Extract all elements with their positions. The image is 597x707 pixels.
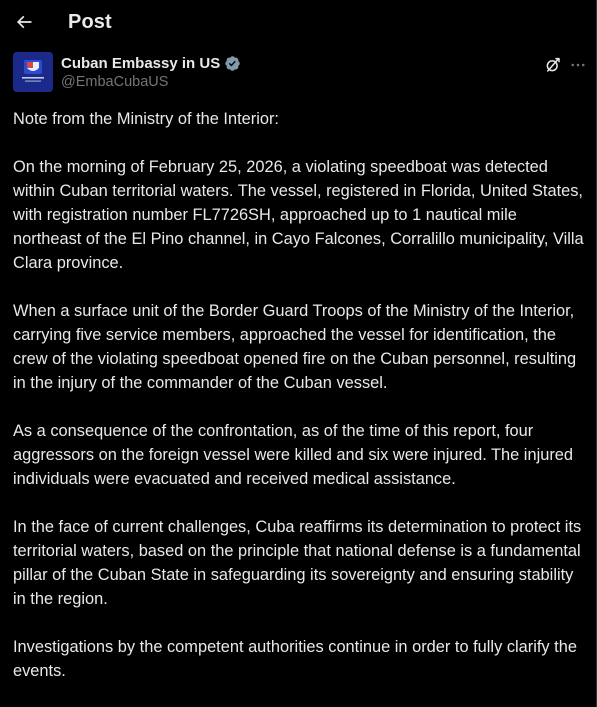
post-author-row: [13, 52, 585, 96]
verified-badge-icon: [224, 55, 241, 72]
post-paragraph: In the face of current challenges, Cuba reaffirms its determination to protect its territorial waters, based on the principle that national defense is a fundamental pillar of the Cuban State in safeguarding its sovereignty and ensuring stability in the region.: [13, 518, 582, 608]
grok-button[interactable]: [543, 55, 563, 75]
back-button[interactable]: [10, 8, 38, 36]
top-bar: [0, 0, 596, 46]
author-name-row: [61, 53, 241, 73]
grok-icon: [544, 56, 562, 74]
post-paragraph: Note from the Ministry of the Interior:: [13, 110, 279, 128]
avatar[interactable]: [13, 52, 53, 92]
arrow-left-icon: [14, 12, 34, 32]
post-paragraph: When a surface unit of the Border Guard Troops of the Ministry of the Interior, carrying five service members, approached the vessel for identification, the crew of the violating speedboat opened fire on the Cuban personnel, resulting in the injury of the commander of the Cuban vessel.: [13, 302, 577, 392]
author-handle[interactable]: @EmbaCubaUS: [61, 74, 169, 90]
post-text: [13, 107, 585, 683]
post-paragraph: Investigations by the competent authorities continue in order to fully clarify the events.: [13, 638, 577, 680]
page-title: Post: [68, 11, 112, 33]
post-paragraph: As a consequence of the confrontation, as of the time of this report, four aggressors on the foreign vessel were killed and six were injured. The injured individuals were evacuated and received medical assistance.: [13, 422, 574, 488]
author-name[interactable]: Cuban Embassy in US: [61, 54, 221, 72]
more-options-button[interactable]: [567, 55, 589, 75]
post-paragraph: On the morning of February 25, 2026, a violating speedboat was detected within Cuban territorial waters. The vessel, registered in Florida, United States, with registration number FL7726SH, approached up to 1 nautical mile northeast of the El Pino channel, in Cayo Falcones, Corralillo municipality, Villa Clara province.: [13, 158, 584, 272]
embassy-seal-icon: [13, 52, 53, 92]
more-horizontal-icon: [569, 56, 587, 74]
post: [13, 52, 585, 707]
